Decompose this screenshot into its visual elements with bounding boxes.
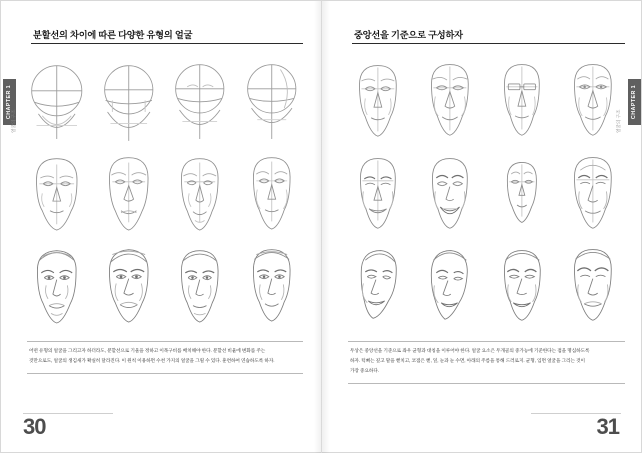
- figure-angle-head-3: [488, 242, 556, 333]
- figure-center-line-head-1: [344, 57, 412, 148]
- side-caption-left-label: 얼굴의 구조: [11, 109, 16, 133]
- chapter-tab-right: [628, 79, 641, 125]
- left-page: [1, 1, 322, 453]
- left-page-number: 30: [23, 414, 46, 439]
- left-body-line-2: 것만으로도, 얼굴의 생김새가 확실히 달라진다. 이 원칙 이용하면 수천 가지의 얼굴을 그릴 수 있다. 훈련하여 연습하도록 하자.: [29, 358, 275, 364]
- figure-face-finished-1: [23, 242, 91, 333]
- right-page-heading: 중앙선을 기준으로 구성하자: [354, 30, 463, 40]
- figure-angle-head-2: [416, 242, 484, 333]
- figure-expression-head-2: [416, 150, 484, 241]
- left-figure-grid: [23, 57, 305, 333]
- figure-sphere-head-guide-3: [166, 57, 234, 148]
- side-caption-right-label: 얼굴의 구조: [615, 109, 621, 133]
- figure-sphere-head-guide-2: [95, 57, 163, 148]
- right-page-number: 31: [596, 414, 619, 439]
- chapter-tab-left-label: CHAPTER 1: [6, 84, 13, 120]
- chapter-tab-right-label: CHAPTER 1: [631, 84, 638, 120]
- figure-expression-head-4: [559, 150, 627, 241]
- left-body-text: [27, 341, 303, 374]
- right-body-line-1: 두상은 중앙선을 기준으로 좌우 균형과 대칭을 이루어야 한다. 얼굴 요소은 두개골의 중가능에 기준한다는 점을 명심하도록: [350, 348, 590, 353]
- figure-face-construct-3: [166, 150, 234, 241]
- right-body-text: [348, 341, 625, 384]
- figure-face-construct-2: [95, 150, 163, 241]
- right-body-line-3: 가장 중요하다.: [350, 368, 379, 374]
- figure-face-construct-1: [23, 150, 91, 241]
- left-page-heading: 분할선의 차이에 따른 다양한 유형의 얼굴: [33, 30, 193, 40]
- figure-angle-head-4: [559, 242, 627, 333]
- figure-sphere-head-guide-4: [238, 57, 306, 148]
- left-heading-rule: [31, 43, 303, 44]
- figure-expression-head-3: [488, 150, 556, 241]
- right-figure-grid: [344, 57, 627, 333]
- figure-center-line-head-2: [416, 57, 484, 148]
- figure-center-line-head-4: [559, 57, 627, 148]
- figure-angle-head-1: [344, 242, 412, 333]
- left-body-line-1: 어떤 유형의 얼굴을 그리고자 하더라도, 분할선으로 기울을 정하고 이목구비를 배치해야 한다. 분할선 비율에 변화를 주는: [29, 348, 266, 353]
- figure-face-finished-4: [238, 242, 306, 333]
- figure-center-line-head-3: [488, 57, 556, 148]
- right-body-line-2: 하자. 턱뼈는 깊고 말을 뻗치고, 코점은 뻗, 잎, 눈과 눈 수면, 아래의 주름을 통해 드러로지. 균형, 입면 얼굴을 그리는 것이: [350, 358, 585, 364]
- figure-expression-head-1: [344, 150, 412, 241]
- figure-face-finished-2: [95, 242, 163, 333]
- figure-sphere-head-guide-1: [23, 57, 91, 148]
- figure-face-finished-3: [166, 242, 234, 333]
- right-heading-rule: [352, 43, 625, 44]
- figure-face-construct-4: [238, 150, 306, 241]
- right-page: [322, 1, 642, 453]
